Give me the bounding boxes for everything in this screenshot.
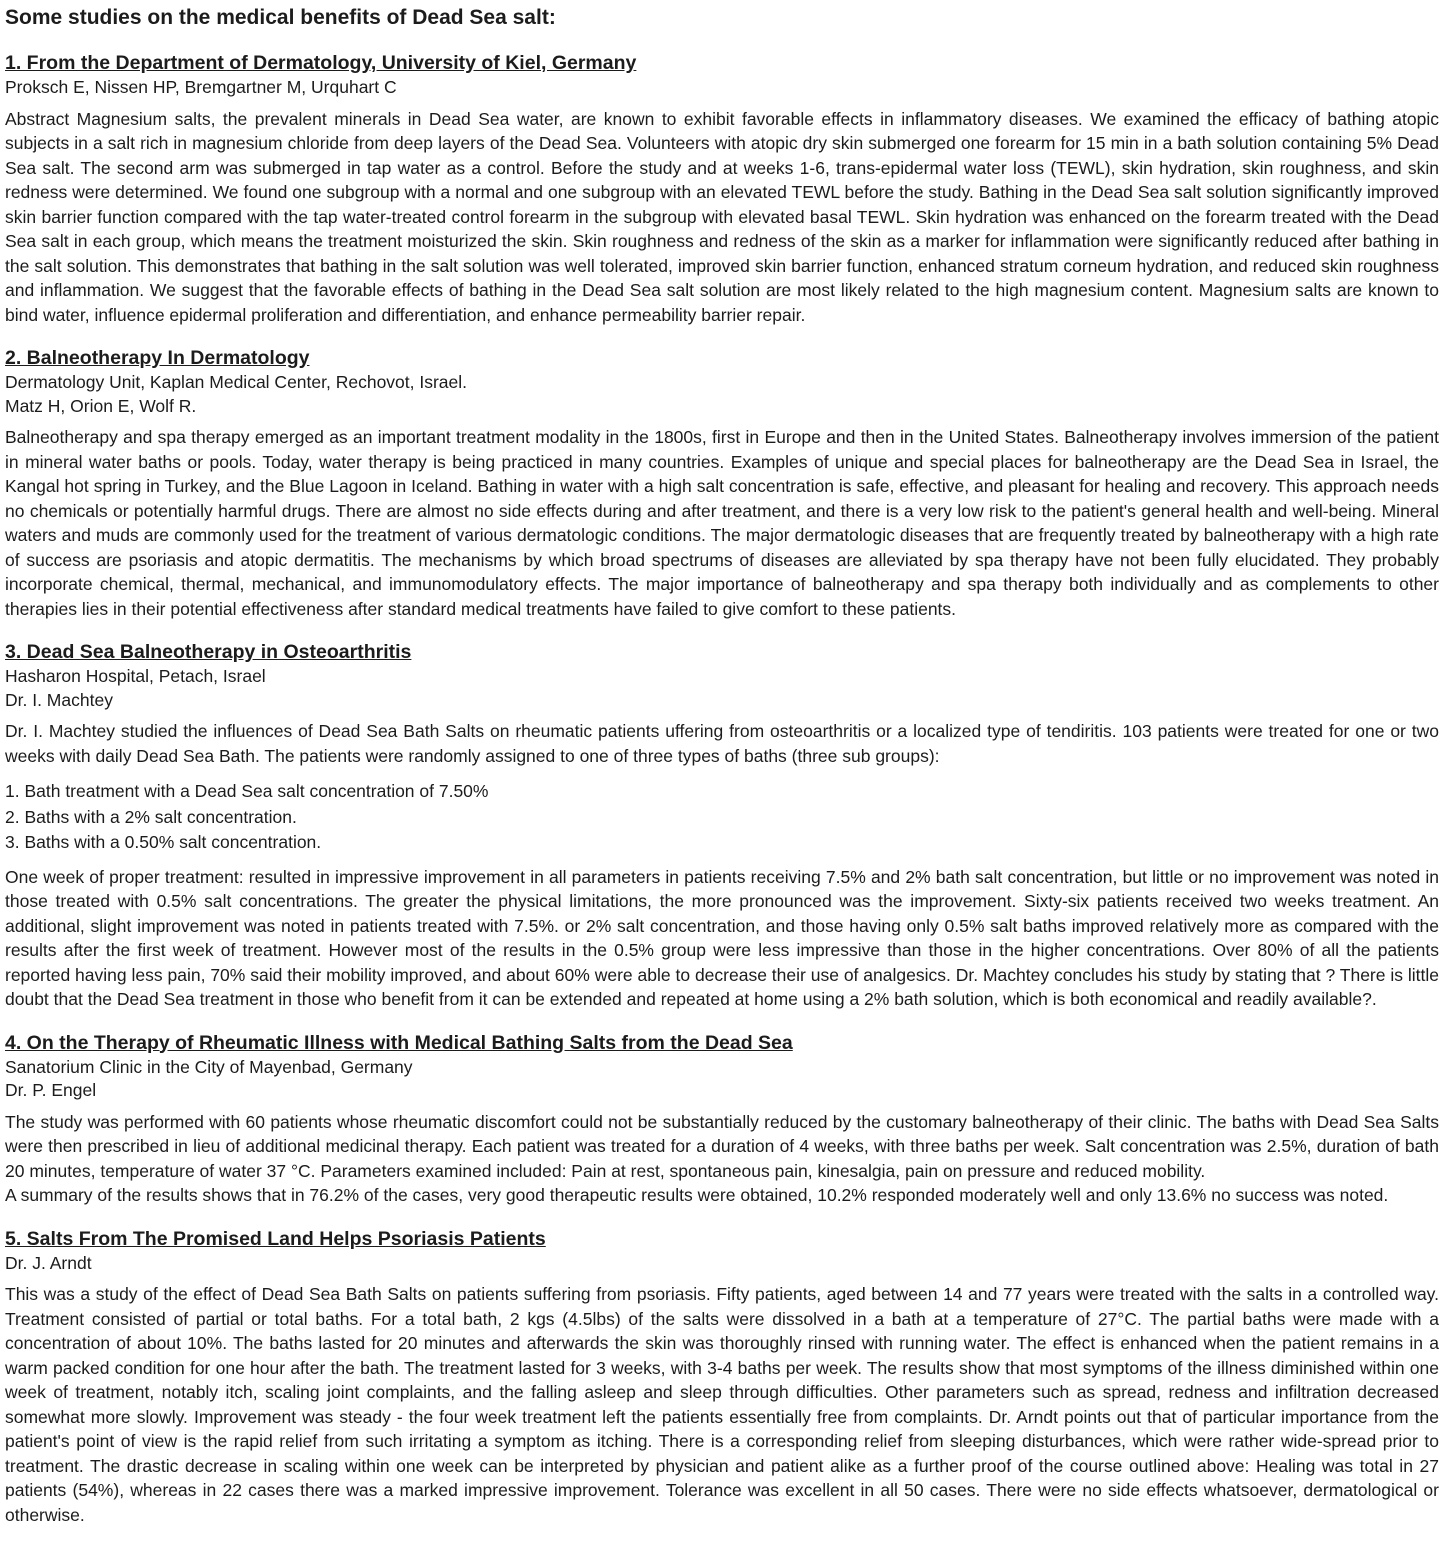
- section-psoriasis: [5, 1227, 1439, 1528]
- section-2-heading: 2. Balneotherapy In Dermatology: [5, 347, 310, 369]
- bath-group-item-2: 2. Baths with a 2% salt concentration.: [5, 806, 297, 827]
- section-1-authors: Proksch E, Nissen HP, Bremgartner M, Urquhart C: [5, 77, 397, 97]
- section-3-author: Dr. I. Machtey: [5, 689, 113, 710]
- section-2-paragraph: Balneotherapy and spa therapy emerged as an important treatment modality in the 1800s, first in Europe and then in the United States. Balneotherapy involves immersion of the patient in mineral water baths or pools. Today, water therapy is being practiced in many countries. Examples of unique and special places for balneotherapy are the Dead Sea in Israel, the Kangal hot spring in Turkey, and the Blue Lagoon in Iceland. Bathing in water with a high salt concentration is safe, effective, and pleasant for healing and recovery. This approach needs no chemicals or potentially harmful drugs. There are almost no side effects during and after treatment, and there is a very low risk to the patient's general health and well-being. Mineral waters and muds are commonly used for the treatment of various dermatologic conditions. The major dermatologic diseases that are frequently treated by balneotherapy with a high rate of success are psoriasis and atopic dermatitis. The mechanisms by which broad spectrums of diseases are alleviated by spa therapy have not been fully elucidated. They probably incorporate chemical, thermal, mechanical, and immunomodulatory effects. The major importance of balneotherapy and spa therapy both individually and as complements to other therapies lies in their potential effectiveness after standard medical treatments have failed to give comfort to these patients.: [5, 427, 1439, 619]
- bath-groups-list: [5, 779, 1439, 856]
- section-4-heading: 4. On the Therapy of Rheumatic Illness with Medical Bathing Salts from the Dead Sea: [5, 1031, 793, 1054]
- section-3-affiliation: Hasharon Hospital, Petach, Israel: [5, 666, 266, 686]
- section-3-intro-paragraph: Dr. I. Machtey studied the influences of Dead Sea Bath Salts on rheumatic patients uffering from osteoarthritis or a localized type of tendiritis. 103 patients were treated for one or two weeks with daily Dead Sea Bath. The patients were randomly assigned to one of three types of baths (three sub groups):: [5, 721, 1439, 766]
- section-osteoarthritis: [5, 640, 1439, 1012]
- section-4-paragraph: The study was performed with 60 patients whose rheumatic discomfort could not be substantially reduced by the customary balneotherapy of their clinic. The baths with Dead Sea Salts were then prescribed in lieu of additional medicinal therapy. Each patient was treated for a duration of 4 weeks, with three baths per week. Salt concentration was 2.5%, duration of bath 20 minutes, temperature of water 37 °C. Parameters examined included: Pain at rest, spontaneous pain, kinesalgia, pain on pressure and reduced mobility.: [5, 1111, 1439, 1181]
- section-1-abstract: Abstract Magnesium salts, the prevalent minerals in Dead Sea water, are known to exhibit favorable effects in inflammatory diseases. We examined the efficacy of bathing atopic subjects in a salt rich in magnesium chloride from deep layers of the Dead Sea. Volunteers with atopic dry skin submerged one forearm for 15 min in a bath solution containing 5% Dead Sea salt. The second arm was submerged in tap water as a control. Before the study and at weeks 1-6, trans-epidermal water loss (TEWL), skin hydration, skin roughness, and skin redness were determined. We found one subgroup with a normal and one subgroup with an elevated TEWL before the study. Bathing in the Dead Sea salt solution significantly improved skin barrier function compared with the tap water-treated control forearm in the subgroup with elevated basal TEWL. Skin hydration was enhanced on the forearm treated with the Dead Sea salt in each group, which means the treatment moisturized the skin. Skin roughness and redness of the skin as a marker for inflammation were significantly reduced after bathing in the salt solution. This demonstrates that bathing in the salt solution was well tolerated, improved skin barrier function, enhanced stratum corneum hydration, and reduced skin roughness and inflammation. We suggest that the favorable effects of bathing in the Dead Sea salt solution are most likely related to the high magnesium content. Magnesium salts are known to bind water, influence epidermal proliferation and differentiation, and enhance permeability barrier repair.: [5, 108, 1439, 325]
- section-1-heading: 1. From the Department of Dermatology, University of Kiel, Germany: [5, 52, 637, 74]
- page-title: [5, 5, 1439, 31]
- section-2-authors: Matz H, Orion E, Wolf R.: [5, 395, 197, 416]
- section-balneotherapy-dermatology: [5, 346, 1439, 621]
- bath-group-item-3: 3. Baths with a 0.50% salt concentration.: [5, 832, 322, 852]
- section-4-summary-line: A summary of the results shows that in 76.2% of the cases, very good therapeutic results were obtained, 10.2% responded moderately well and only 13.6% no success was noted.: [5, 1185, 1389, 1205]
- section-rheumatic-illness: [5, 1031, 1439, 1208]
- section-3-results-paragraph: One week of proper treatment: resulted in impressive improvement in all parameters in patients receiving 7.5% and 2% bath salt concentration, but little or no improvement was noted in those treated with 0.5% salt concentrations. The greater the physical limitations, the more pronounced was the improvement. Sixty-six patients received two weeks treatment. An additional, slight improvement was noted in patients treated with 7.5%. or 2% salt concentration, and those having only 0.5% salt baths improved relatively more as compared with the results after the first week of treatment. However most of the results in the 0.5% group were less impressive than those in the higher concentrations. Over 80% of all the patients reported having less pain, 70% said their mobility improved, and about 60% were able to decrease their use of analgesics. Dr. Machtey concludes his study by stating that ? There is little doubt that the Dead Sea treatment in those who benefit from it can be extended and repeated at home using a 2% bath solution, which is both economical and readily available?.: [5, 866, 1439, 1009]
- section-5-paragraph: This was a study of the effect of Dead Sea Bath Salts on patients suffering from psoriasis. Fifty patients, aged between 14 and 77 years were treated with the salts in a controlled way. Treatment consisted of partial or total baths. For a total bath, 2 kgs (4.5lbs) of the salts were dissolved in a bath at a temperature of 27°C. The partial baths were made with a concentration of about 10%. The baths lasted for 20 minutes and afterwards the skin was thoroughly rinsed with running water. The effect is enhanced when the patient remains in a warm packed condition for one hour after the bath. The treatment lasted for 3 weeks, with 3-4 baths per week. The results show that most symptoms of the illness diminished within one week of treatment, notably itch, scaling joint complaints, and the falling asleep and sleep through difficulties. Other parameters such as spread, redness and infiltration decreased somewhat more slowly. Improvement was steady - the four week treatment left the patients essentially free from complaints. Dr. Arndt points out that of particular importance from the patient's point of view is the rapid relief from such irritating a symptom as itching. There is a corresponding relief from sleeping disturbances, which were rather wide-spread prior to treatment. The drastic decrease in scaling within one week can be interpreted by physician and patient alike as a further proof of the course outlined above: Healing was total in 27 patients (54%), whereas in 22 cases there was a marked impressive improvement. Tolerance was excellent in all 50 cases. There were no side effects whatsoever, dermatological or otherwise.: [5, 1284, 1439, 1525]
- section-4-affiliation: Sanatorium Clinic in the City of Mayenbad, Germany: [5, 1056, 413, 1077]
- bath-group-item-1: 1. Bath treatment with a Dead Sea salt concentration of 7.50%: [5, 781, 489, 801]
- section-kiel-dermatology: [5, 51, 1439, 327]
- section-2-affiliation: Dermatology Unit, Kaplan Medical Center, Rechovot, Israel.: [5, 372, 468, 392]
- section-4-author: Dr. P. Engel: [5, 1080, 97, 1100]
- section-3-heading: 3. Dead Sea Balneotherapy in Osteoarthritis: [5, 641, 412, 663]
- section-5-heading: 5. Salts From The Promised Land Helps Psoriasis Patients: [5, 1227, 546, 1250]
- page-title-text: Some studies on the medical benefits of Dead Sea salt:: [5, 6, 556, 29]
- section-5-author: Dr. J. Arndt: [5, 1252, 92, 1273]
